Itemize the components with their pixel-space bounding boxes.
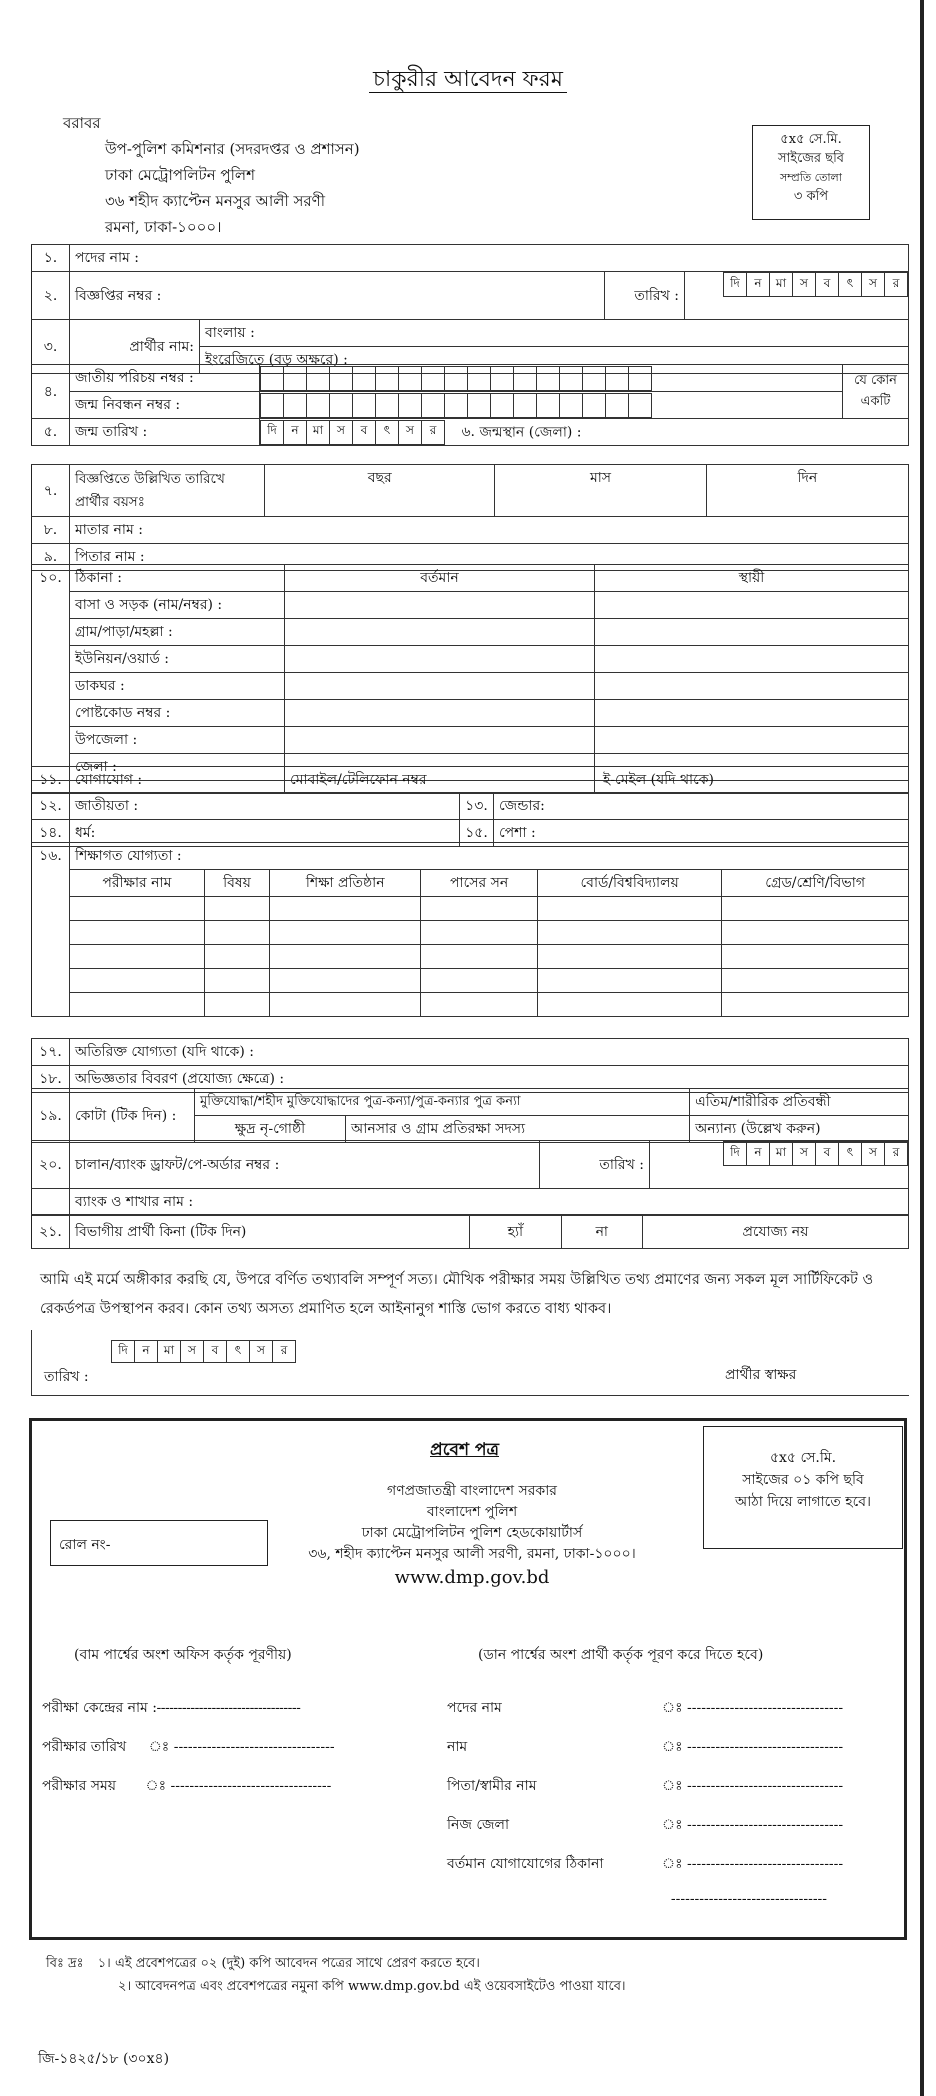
- admit-address-line2[interactable]: ---------------------------------: [662, 1891, 828, 1907]
- date-cell[interactable]: ৎ: [839, 273, 862, 297]
- admit-title: প্রবেশ পত্র: [430, 1440, 499, 1460]
- digit-cell[interactable]: [491, 366, 514, 390]
- digit-cell[interactable]: [583, 366, 606, 390]
- digit-cell[interactable]: [353, 393, 376, 417]
- permanent-union-field[interactable]: [595, 646, 909, 673]
- date-cell[interactable]: ন: [747, 273, 770, 297]
- date-cell[interactable]: ন: [135, 1341, 158, 1363]
- digit-cell[interactable]: [537, 393, 560, 417]
- applicant-signature[interactable]: প্রার্থীর স্বাক্ষর: [725, 1367, 797, 1383]
- departmental-yes[interactable]: হ্যাঁ: [470, 1215, 562, 1249]
- nationality-field[interactable]: জাতীয়তা :: [70, 793, 460, 820]
- permanent-house-field[interactable]: [595, 592, 909, 619]
- permanent-postcode-field[interactable]: [595, 700, 909, 727]
- date-cell[interactable]: দি: [112, 1341, 135, 1363]
- website-link[interactable]: www.dmp.gov.bd: [394, 1567, 550, 1588]
- departmental-no[interactable]: না: [561, 1215, 642, 1249]
- extra-table: ১৭. অতিরিক্ত যোগ্যতা (যদি থাকে) : ১৮. অভিজ্ঞতার বিবরণ (প্রযোজ্য ক্ষেত্রে) :: [31, 1038, 909, 1093]
- experience-field[interactable]: অভিজ্ঞতার বিবরণ (প্রযোজ্য ক্ষেত্রে) :: [70, 1066, 909, 1093]
- digit-cell[interactable]: [261, 393, 284, 417]
- digit-cell[interactable]: [537, 366, 560, 390]
- challan-date-cells[interactable]: [650, 1141, 909, 1189]
- extra-qualification-field[interactable]: অতিরিক্ত যোগ্যতা (যদি থাকে) :: [70, 1039, 909, 1066]
- admit-card: প্রবেশ পত্র ৫x৫ সে.মি. সাইজের ০১ কপি ছবি আঠা দিয়ে লাগাতে হবে। রোল নং- গণপ্রজাতন্ত্রী বাংলাদেশ সরকার বাংলাদেশ পুলিশ ঢাকা মেট্রোপলিটন পুলিশ হেডকোয়ার্টার্স ৩৬, শহীদ ক্যাপ্টেন মনসুর আলী সরণী, রমনা, ঢাকা-১০০০। www.dmp.gov.bd (বাম পার্শ্বের অংশ অফিস কর্তৃক পূরণীয়) (ডান পার্শ্বের অংশ প্রার্থী কর্তৃক পূরণ করে দিতে হবে) পরীক্ষা কেন্দ্রের নাম :---------------------------------- পরীক্ষার তারিখ ঃ ---------------------------------- পরীক্ষার সময় ঃ ---------------------------------- পদের নাম ঃ --------------------------------- নাম ঃ --------------------------------- পিতা/স্বামীর নাম ঃ --------------------------------- নিজ জেলা ঃ --------------------------------- বর্তমান যোগাযোগের ঠিকানা ঃ --------------------------------- ---------------------------------: [29, 1418, 907, 1940]
- digit-cell[interactable]: [376, 393, 399, 417]
- digit-cell[interactable]: [376, 366, 399, 390]
- form-table-age: ৭. বিজ্ঞপ্তিতে উল্লিখিত তারিখে প্রার্থীর বয়সঃ বছর মাস দিন ৮. মাতার নাম : ৯. পিতার নাম :: [31, 464, 909, 571]
- date-cell[interactable]: ন: [747, 1142, 770, 1166]
- date-cell[interactable]: স: [862, 273, 885, 297]
- present-upazila-field[interactable]: [285, 727, 595, 754]
- digit-cell[interactable]: [330, 366, 353, 390]
- form-table-ids: ৪. জাতীয় পরিচয় নম্বর : যে কোন একটি জন্ম নিবন্ধন নম্বর : ৫. জন্ম তারিখ : দি ন মা স ব ৎ স র ৬. জন্মস্থান (জেলা) :: [31, 364, 909, 446]
- notes: বিঃ দ্রঃ ১। এই প্রবেশপত্রের ০২ (দুই) কপি আবেদন পত্রের সাথে প্রেরণ করতে হবে। ২। আবেদনপত্র এবং প্রবেশপত্রের নমুনা কপি www.dmp.gov.bd এই ওয়েবসাইটেও পাওয়া যাবে।: [46, 1956, 626, 1994]
- date-cell[interactable]: ৎ: [376, 420, 399, 444]
- digit-cell[interactable]: [629, 366, 652, 390]
- permanent-village-field[interactable]: [595, 619, 909, 646]
- date-cell[interactable]: র: [885, 1142, 908, 1166]
- admit-name-field[interactable]: নাম ঃ ---------------------------------: [447, 1739, 844, 1755]
- digit-cell[interactable]: [606, 393, 629, 417]
- date-cell[interactable]: দি: [724, 1142, 747, 1166]
- present-postoffice-field[interactable]: [285, 673, 595, 700]
- recipient-address: বরাবর উপ-পুলিশ কমিশনার (সদরদপ্তর ও প্রশাসন) ঢাকা মেট্রোপলিটন পুলিশ ৩৬ শহীদ ক্যাপ্টেন মনসুর আলী সরণী রমনা, ঢাকা-১০০০।: [63, 114, 360, 236]
- present-house-field[interactable]: [285, 592, 595, 619]
- quota-orphan[interactable]: এতিম/শারীরিক প্রতিবন্ধী: [690, 1089, 909, 1116]
- admit-father-field[interactable]: পিতা/স্বামীর নাম ঃ ---------------------------------: [447, 1778, 844, 1794]
- address-table: ১০. ঠিকানা : বর্তমান স্থায়ী বাসা ও সড়ক (নাম/নম্বর) : গ্রাম/পাড়া/মহল্লা : ইউনিয়ন/ওয়ার্ড : ডাকঘর : পোষ্টকোড নম্বর : উপজেলা : জেলা :: [31, 564, 909, 781]
- date-cell[interactable]: ব: [816, 1142, 839, 1166]
- date-cell[interactable]: স: [181, 1341, 204, 1363]
- admit-post-field[interactable]: পদের নাম ঃ ---------------------------------: [447, 1700, 844, 1716]
- exam-center-field[interactable]: পরীক্ষা কেন্দ্রের নাম :----------------------------------: [42, 1700, 301, 1716]
- age-month-field[interactable]: মাস: [495, 465, 706, 517]
- birth-reg-cells[interactable]: [260, 392, 843, 419]
- date-cell[interactable]: র: [422, 420, 445, 444]
- quota-other[interactable]: অন্যান্য (উল্লেখ করুন): [690, 1116, 909, 1143]
- digit-cell[interactable]: [560, 366, 583, 390]
- admit-photo-box[interactable]: ৫x৫ সে.মি. সাইজের ০১ কপি ছবি আঠা দিয়ে লাগাতে হবে।: [703, 1426, 903, 1549]
- admit-address-field[interactable]: বর্তমান যোগাযোগের ঠিকানা ঃ ---------------------------------: [447, 1856, 844, 1872]
- present-union-field[interactable]: [285, 646, 595, 673]
- date-cell[interactable]: দি: [724, 273, 747, 297]
- date-cell[interactable]: ব: [816, 273, 839, 297]
- digit-cell[interactable]: [399, 393, 422, 417]
- digit-cell[interactable]: [491, 393, 514, 417]
- date-cell[interactable]: দি: [261, 420, 284, 444]
- digit-cell[interactable]: [307, 393, 330, 417]
- father-name-field[interactable]: পিতার নাম :: [70, 544, 909, 571]
- name-bangla-field[interactable]: বাংলায় :: [200, 320, 909, 347]
- quota-freedom-fighter[interactable]: মুক্তিযোদ্ধা/শহীদ মুক্তিযোদ্ধাদের পুত্র-কন্যা/পুত্র-কন্যার পুত্র কন্যা: [195, 1089, 690, 1116]
- date-cell[interactable]: মা: [770, 1142, 793, 1166]
- date-cell[interactable]: স: [330, 420, 353, 444]
- date-cell[interactable]: স: [399, 420, 422, 444]
- quota-table: ১৯. কোটা (টিক দিন) : মুক্তিযোদ্ধা/শহীদ মুক্তিযোদ্ধাদের পুত্র-কন্যা/পুত্র-কন্যার পুত্র কন্যা এতিম/শারীরিক প্রতিবন্ধী ক্ষুদ্র নৃ-গোষ্ঠী আনসার ও গ্রাম প্রতিরক্ষা সদস্য অন্যান্য (উল্লেখ করুন): [31, 1088, 909, 1143]
- email-field[interactable]: ই-মেইল (যদি থাকে): [595, 767, 909, 794]
- education-table: ১৬. শিক্ষাগত যোগ্যতা : পরীক্ষার নাম বিষয় শিক্ষা প্রতিষ্ঠান পাসের সন বোর্ড/বিশ্ববিদ্যালয় গ্রেড/শ্রেণি/বিভাগ: [31, 842, 909, 1017]
- digit-cell[interactable]: [284, 393, 307, 417]
- digit-cell[interactable]: [468, 393, 491, 417]
- circular-date-cells[interactable]: [685, 272, 909, 320]
- declaration-text: আমি এই মর্মে অঙ্গীকার করছি যে, উপরে বর্ণিত তথ্যাবলি সম্পূর্ণ সত্য। মৌখিক পরীক্ষার সময় উল্লিখিত তথ্য প্রমাণের জন্য সকল মূল সার্টিফিকেট ও রেকর্ডপত্র উপস্থাপন করব। কোন তথ্য অসত্য প্রমাণিত হলে আইনানুগ শাস্তি ভোগ করতে বাধ্য থাকব।: [40, 1272, 874, 1317]
- religion-field[interactable]: ধর্ম:: [70, 820, 460, 847]
- digit-cell[interactable]: [399, 366, 422, 390]
- signature-row: তারিখ : দি ন মা স ব ৎ স র প্রার্থীর স্বাক্ষর: [31, 1330, 909, 1396]
- birth-district-field[interactable]: জন্মস্থান (জেলা) :: [479, 424, 582, 440]
- digit-cell[interactable]: [330, 393, 353, 417]
- digit-cell[interactable]: [606, 366, 629, 390]
- departmental-table: ২১. বিভাগীয় প্রার্থী কিনা (টিক দিন) হ্যাঁ না প্রযোজ্য নয়: [31, 1214, 909, 1249]
- date-cell[interactable]: মা: [307, 420, 330, 444]
- date-cell[interactable]: র: [273, 1341, 296, 1363]
- nationality-table: ১২. জাতীয়তা : ১৩. জেন্ডার: ১৪. ধর্ম: ১৫. পেশা :: [31, 792, 909, 847]
- age-day-field[interactable]: দিন: [706, 465, 908, 517]
- date-cell[interactable]: ন: [284, 420, 307, 444]
- mother-name-field[interactable]: মাতার নাম :: [70, 517, 909, 544]
- permanent-postoffice-field[interactable]: [595, 673, 909, 700]
- date-cell[interactable]: ব: [353, 420, 376, 444]
- birth-date-row[interactable]: দি ন মা স ব ৎ স র ৬. জন্মস্থান (জেলা) :: [260, 419, 909, 446]
- digit-cell[interactable]: [284, 366, 307, 390]
- digit-cell[interactable]: [583, 393, 606, 417]
- name-english-field[interactable]: ইংরেজিতে (বড় অক্ষরে) :: [200, 347, 909, 374]
- circular-number-field[interactable]: বিজ্ঞপ্তির নম্বর :: [70, 272, 605, 320]
- issuer-block: গণপ্রজাতন্ত্রী বাংলাদেশ সরকার বাংলাদেশ পুলিশ ঢাকা মেট্রোপলিটন পুলিশ হেডকোয়ার্টার্স ৩৬, শহীদ ক্যাপ্টেন মনসুর আলী সরণী, রমনা, ঢাকা-১০০০। www.dmp.gov.bd: [252, 1481, 692, 1588]
- departmental-na[interactable]: প্রযোজ্য নয়: [642, 1215, 908, 1249]
- digit-cell[interactable]: [468, 366, 491, 390]
- exam-date-field[interactable]: পরীক্ষার তারিখ ঃ ----------------------------------: [42, 1739, 335, 1755]
- occupation-field[interactable]: পেশা :: [494, 820, 909, 847]
- digit-cell[interactable]: [445, 366, 468, 390]
- digit-cell[interactable]: [422, 366, 445, 390]
- gender-field[interactable]: জেন্ডার:: [494, 793, 909, 820]
- digit-cell[interactable]: [307, 366, 330, 390]
- date-cell[interactable]: র: [885, 273, 908, 297]
- form-table-top: ১. পদের নাম : ২. বিজ্ঞপ্তির নম্বর : তারিখ : দি ন মা স ব ৎ স র ৩. প্রার্থীর নাম: বাংলায় : ইংরেজিতে (বড় অক্ষরে) :: [31, 244, 909, 374]
- bank-branch-field[interactable]: ব্যাংক ও শাখার নাম :: [70, 1189, 909, 1216]
- mobile-field[interactable]: মোবাইল/টেলিফোন নম্বর: [285, 767, 595, 794]
- digit-cell[interactable]: [422, 393, 445, 417]
- digit-cell[interactable]: [560, 393, 583, 417]
- present-postcode-field[interactable]: [285, 700, 595, 727]
- digit-cell[interactable]: [445, 393, 468, 417]
- date-cell[interactable]: ৎ: [227, 1341, 250, 1363]
- quota-ethnic[interactable]: ক্ষুদ্র নৃ-গোষ্ঠী: [195, 1116, 346, 1143]
- admit-district-field[interactable]: নিজ জেলা ঃ ---------------------------------: [447, 1817, 844, 1833]
- photo-box[interactable]: ৫x৫ সে.মি. সাইজের ছবি সম্প্রতি তোলা ৩ কপি: [752, 125, 870, 220]
- date-cell[interactable]: ব: [204, 1341, 227, 1363]
- present-village-field[interactable]: [285, 619, 595, 646]
- form-code: জি-১৪২৫/১৮ (৩০x৪): [38, 2051, 170, 2067]
- digit-cell[interactable]: [514, 393, 537, 417]
- age-year-field[interactable]: বছর: [265, 465, 495, 517]
- permanent-upazila-field[interactable]: [595, 727, 909, 754]
- quota-ansar[interactable]: আনসার ও গ্রাম প্রতিরক্ষা সদস্য: [346, 1116, 690, 1143]
- challan-number-field[interactable]: চালান/ব্যাংক ড্রাফট/পে-অর্ডার নম্বর :: [70, 1141, 540, 1189]
- date-cell[interactable]: স: [250, 1341, 273, 1363]
- exam-time-field[interactable]: পরীক্ষার সময় ঃ ----------------------------------: [42, 1778, 332, 1794]
- nid-cells[interactable]: [260, 365, 843, 392]
- signature-date-cells[interactable]: [111, 1340, 296, 1363]
- digit-cell[interactable]: [629, 393, 652, 417]
- date-cell[interactable]: স: [793, 1142, 816, 1166]
- digit-cell[interactable]: [514, 366, 537, 390]
- form-title: চাকুরীর আবেদন ফরম: [0, 62, 936, 99]
- post-name-field[interactable]: পদের নাম :: [70, 245, 909, 272]
- payment-table: ২০. চালান/ব্যাংক ড্রাফট/পে-অর্ডার নম্বর : তারিখ : দি ন মা স ব ৎ স র ব্যাংক ও শাখার নাম :: [31, 1140, 909, 1216]
- date-cell[interactable]: স: [862, 1142, 885, 1166]
- roll-number-box[interactable]: রোল নং-: [50, 1520, 268, 1566]
- contact-table: ১১. যোগাযোগ : মোবাইল/টেলিফোন নম্বর ই-মেইল (যদি থাকে): [31, 766, 909, 794]
- date-cell[interactable]: ৎ: [839, 1142, 862, 1166]
- page-edge: [920, 0, 924, 2096]
- digit-cell[interactable]: [353, 366, 376, 390]
- date-cell[interactable]: স: [793, 273, 816, 297]
- date-cell[interactable]: মা: [770, 273, 793, 297]
- date-cell[interactable]: মা: [158, 1341, 181, 1363]
- digit-cell[interactable]: [261, 366, 284, 390]
